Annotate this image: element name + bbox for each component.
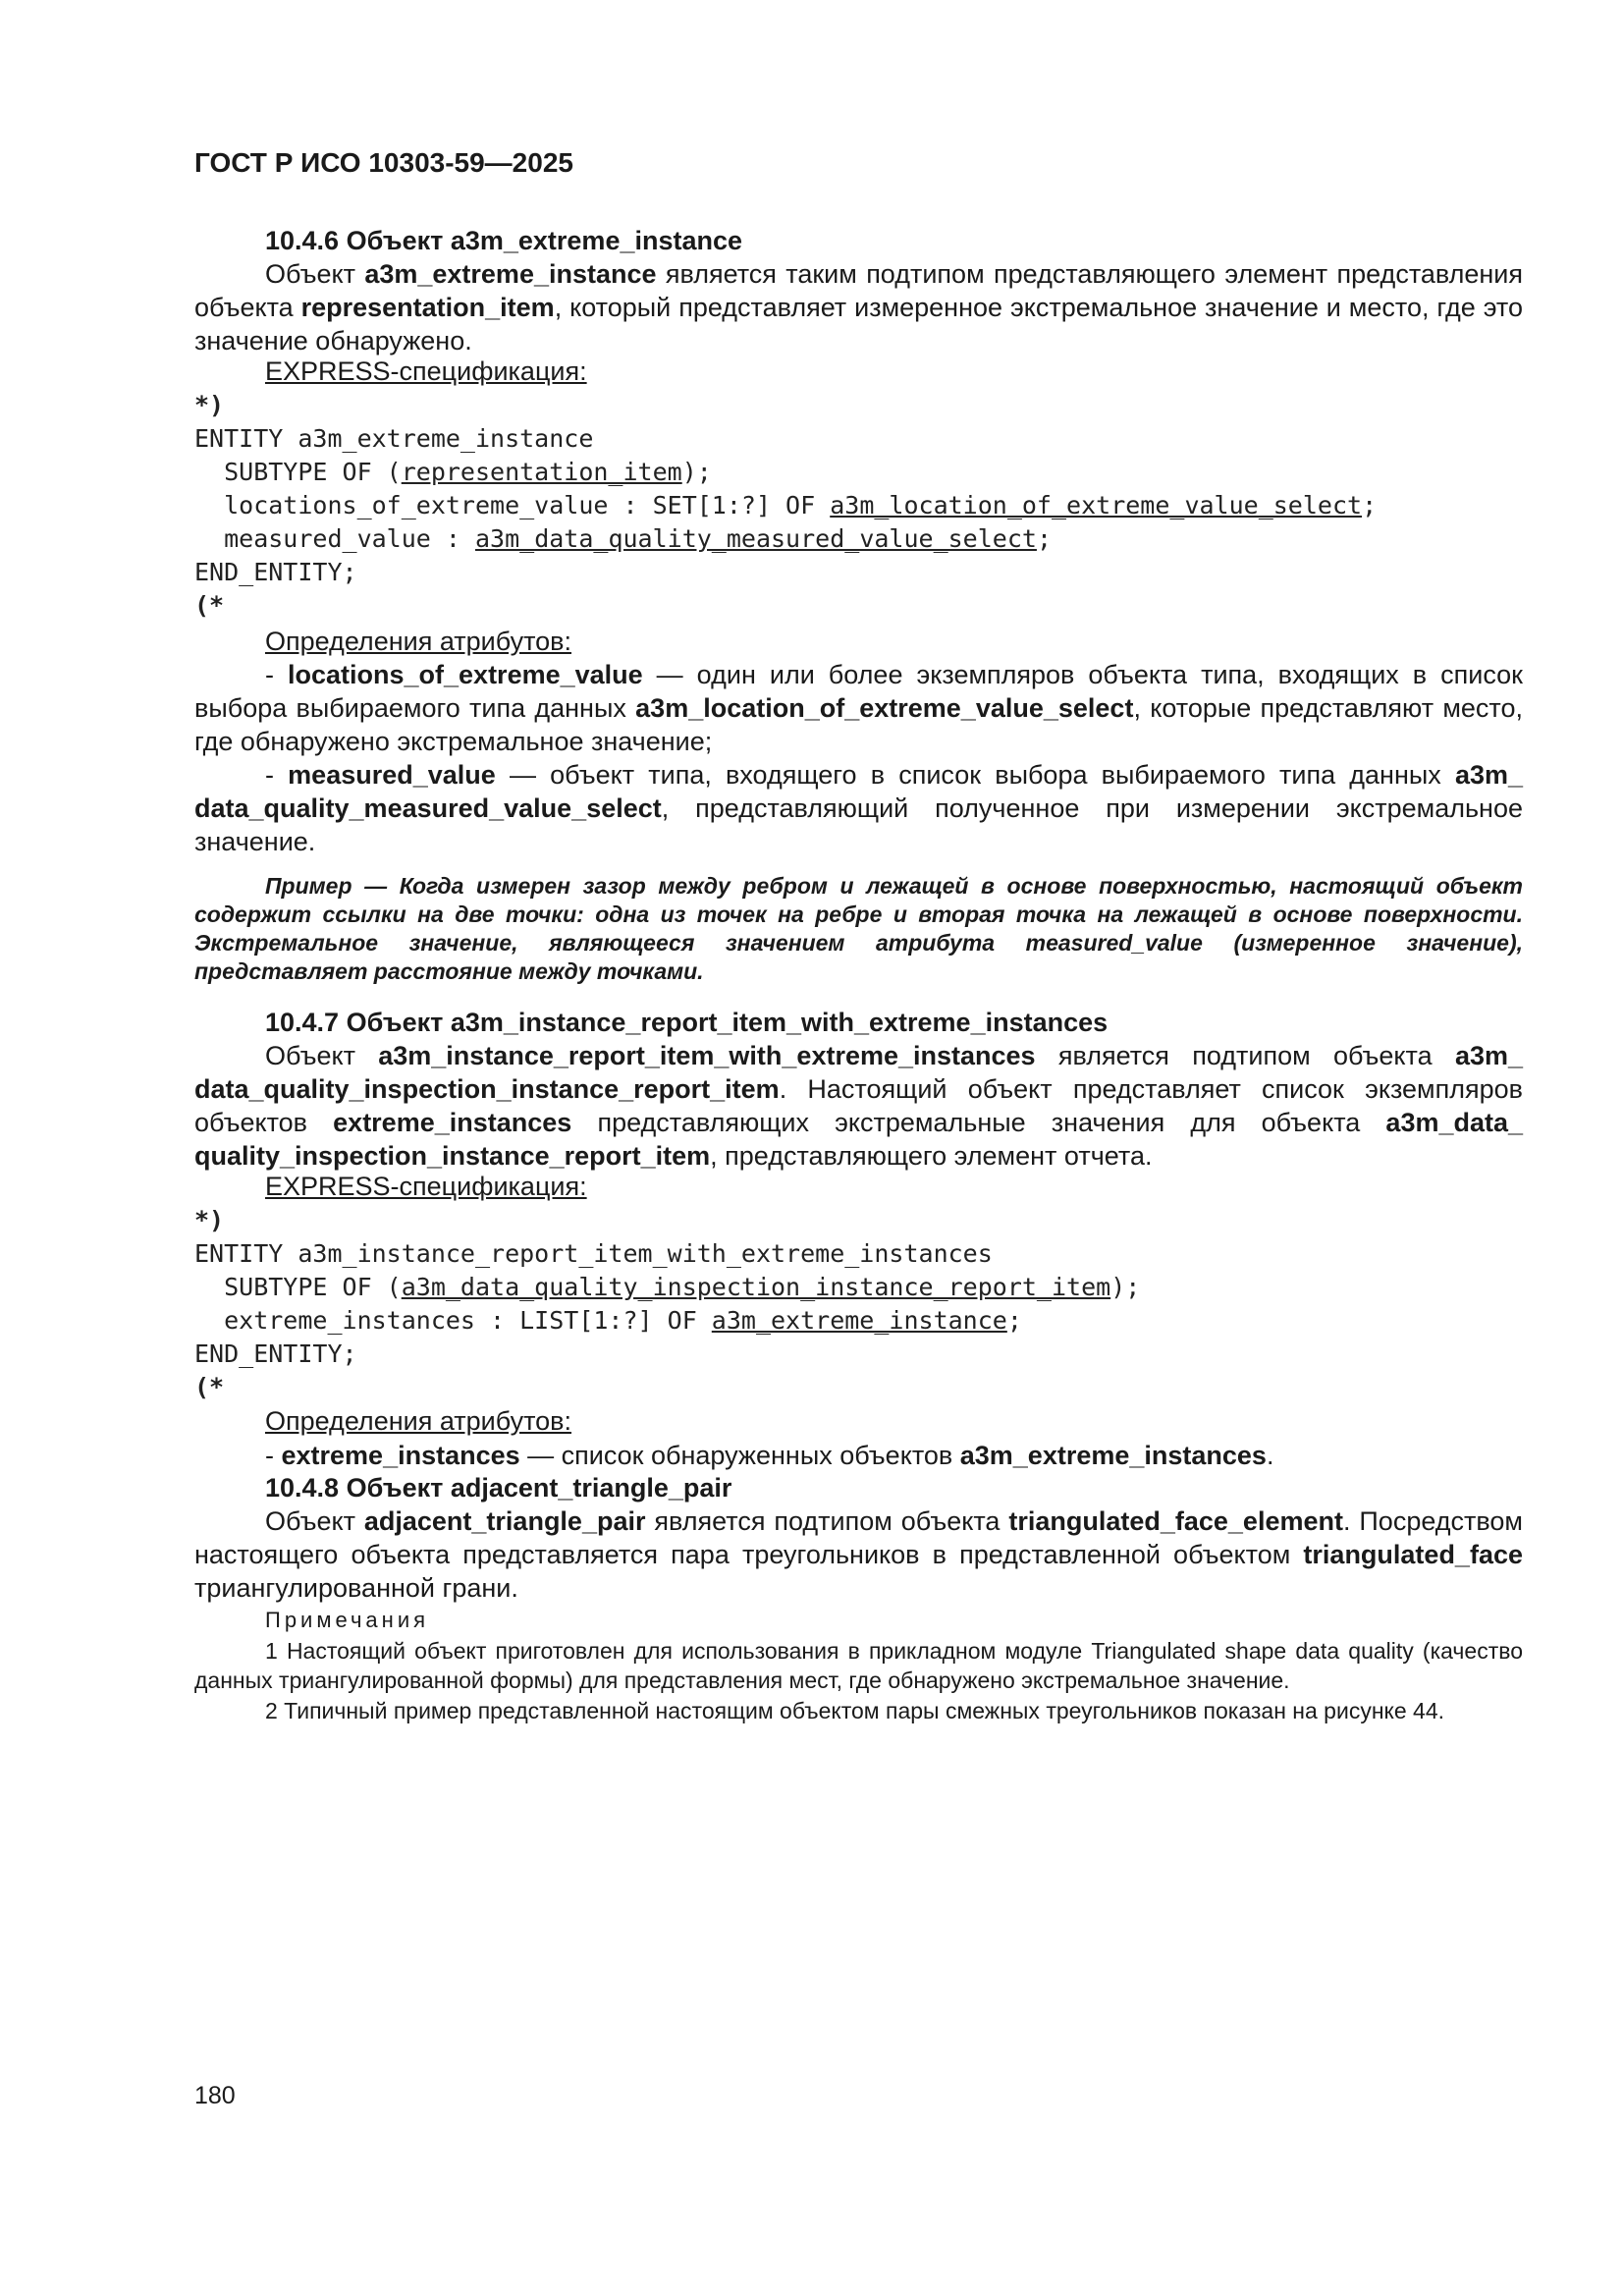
section-paragraph: Объект a3m_instance_report_item_with_extreme_instances является подтипом объекта a3m_ data_quality_inspection_instance_report_item. Настоящий объект представляет список экземпляров объектов extreme_instances представляющих экстремальные значения для объекта a3m_data_ quality_inspection_instance_report_item, представляющего элемент отчета. [194,1041,1524,1171]
page-number: 180 [194,2082,236,2109]
section-heading-10-4-7: 10.4.7 Объект a3m_instance_report_item_with_extreme_instances [265,1008,1109,1037]
section-heading-10-4-6: 10.4.6 Объект a3m_extreme_instance [265,226,743,255]
code-subtype-line: SUBTYPE OF (representation_item); [194,458,712,486]
code-entity-line: ENTITY a3m_extreme_instance [194,424,594,453]
express-spec-label: EXPRESS-спецификация: [265,356,587,386]
code-comment-close: *) [194,1206,225,1234]
express-spec-label: EXPRESS-спецификация: [265,1172,587,1201]
section-heading-10-4-8: 10.4.8 Объект adjacent_triangle_pair [265,1473,732,1503]
code-comment-close: *) [194,391,225,419]
code-attribute-line: locations_of_extreme_value : SET[1:?] OF a3m_location_of_extreme_value_select; [194,491,1378,519]
code-attribute-line: extreme_instances : LIST[1:?] OF a3m_extreme_instance; [194,1306,1022,1335]
notes-label: Примечания [265,1608,430,1632]
code-attribute-line: measured_value : a3m_data_quality_measured_value_select; [194,524,1052,553]
attribute-definitions-label: Определения атрибутов: [265,1406,572,1436]
code-comment-open: (* [194,1373,225,1401]
code-subtype-line: SUBTYPE OF (a3m_data_quality_inspection_instance_report_item); [194,1273,1141,1301]
attribute-definition: - extreme_instances — список обнаруженных объектов a3m_extreme_instances. [265,1441,1274,1470]
attribute-definition: - locations_of_extreme_value — один или более экземпляров объекта типа, входящих в список выбора выбираемого типа данных a3m_location_of_extreme_value_select, которые представляют место, где обнаружено экстремальное значение; [194,660,1523,756]
standard-header: ГОСТ Р ИСО 10303-59—2025 [194,147,573,178]
note-item: 2 Типичный пример представленной настоящим объектом пары смежных треугольников показан на рисунке 44. [265,1698,1444,1723]
code-entity-line: ENTITY a3m_instance_report_item_with_extreme_instances [194,1239,993,1268]
note-item: 1 Настоящий объект приготовлен для использования в прикладном модуле Triangulated shape data quality (качество данных триангулированной формы) для представления мест, где обнаружено экстремальное значение. [194,1638,1523,1693]
attribute-definition: - measured_value — объект типа, входящего в список выбора выбираемого типа данных a3m_ data_quality_measured_value_select, представляющий полученное при измерении экстремальное значение. [194,760,1523,856]
example-note: Пример — Когда измерен зазор между ребром и лежащей в основе поверхностью, настоящий объект содержит ссылки на две точки: одна из точек на ребре и вторая точка на лежащей в основе поверхности. Экстремальное значение, являющееся значением атрибута measured_value (измеренное значение), представляет расстояние между точками. [194,873,1523,984]
section-paragraph: Объект adjacent_triangle_pair является подтипом объекта triangulated_face_element. Посредством настоящего объекта представляется пара треугольников в представленной объектом triangulated_face триангулированной грани. [194,1506,1523,1603]
section-paragraph: Объект a3m_extreme_instance является таким подтипом представляющего элемент представления объекта representation_item, который представляет измеренное экстремальное значение и место, где это значение обнаружено. [194,259,1524,355]
code-end-entity: END_ENTITY; [194,558,357,586]
code-comment-open: (* [194,591,225,620]
code-end-entity: END_ENTITY; [194,1339,357,1368]
attribute-definitions-label: Определения атрибутов: [265,627,572,656]
